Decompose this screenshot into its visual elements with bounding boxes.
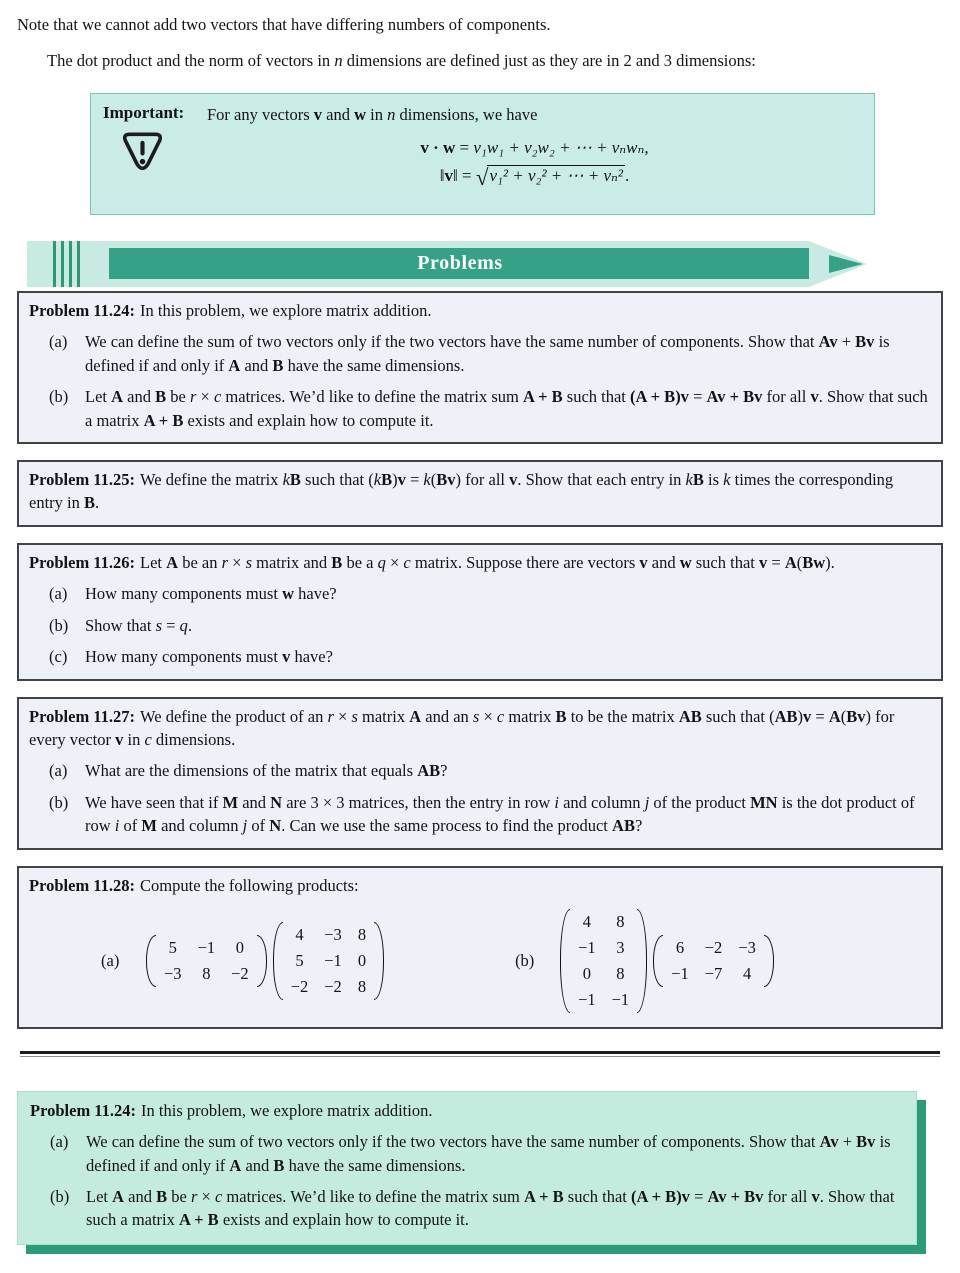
problem-number: Problem 11.25: (29, 470, 136, 490)
part-label: (b) (49, 387, 69, 407)
problem-part-b (49, 614, 931, 637)
matrix-b2: 6 −2 −3 −1 −7 4 (653, 935, 774, 987)
part-text: Let A and B be r × c matrices. We’d like to define the matrix sum A + B such that (A + B)v = Av + Bv for all v. Show that such a matrix A + B exists and explain how to compute it. (85, 387, 928, 430)
part-text: Show that s = q. (85, 615, 192, 635)
problems-banner-band (109, 248, 811, 279)
problem-number: Problem 11.27: (29, 706, 136, 726)
problem-box-11-26 (17, 543, 943, 681)
left-paren (146, 935, 156, 987)
part-text: Let A and B be r × c matrices. We’d like to define the matrix sum A + B such that (A + B)v = Av + Bv for all v. Show that such a matrix A + B exists and explain how to compute it. (86, 1187, 895, 1230)
left-paren (653, 935, 663, 987)
part-text: We have seen that if M and N are 3 × 3 matrices, then the entry in row i and column j of the product MN is the dot product of row i of M and column j of N. Can we use the same process to find the product AB? (85, 792, 915, 836)
left-paren (273, 922, 283, 1000)
problem-part-c (49, 645, 931, 668)
pencil-eraser-line (53, 241, 56, 287)
part-label: (a) (49, 332, 68, 352)
problem-intro: In this problem, we explore matrix addition. (141, 1100, 433, 1120)
right-paren (637, 909, 647, 1013)
part-label: (a) (50, 1132, 69, 1152)
section-divider (20, 1051, 940, 1057)
right-paren (374, 922, 384, 1000)
part-text: What are the dimensions of the matrix that equals AB? (85, 761, 448, 781)
problem-number: Problem 11.24: (30, 1100, 137, 1120)
problem-number: Problem 11.28: (29, 875, 136, 895)
problem-part-b (49, 791, 931, 838)
problem-box-11-25 (17, 460, 943, 527)
part-text: We can define the sum of two vectors only if the two vectors have the same number of components. Show that Av + Bv is defined if and only if A and B have the same dimensions. (86, 1132, 891, 1175)
part-label: (b) (49, 615, 69, 635)
problem-intro: Let A be an r × s matrix and B be a q × c matrix. Suppose there are vectors v and w such that v = A(Bw). (140, 552, 835, 572)
problem-title (29, 874, 931, 897)
part-text: How many components must v have? (85, 647, 333, 667)
problem-title (30, 1099, 904, 1122)
problem-number: Problem 11.26: (29, 552, 136, 572)
norm-period: . (625, 165, 630, 185)
norm-lhs: ‖v‖ = (439, 165, 476, 185)
formula-block (207, 138, 862, 191)
problem-title (29, 299, 931, 322)
problem-part-a (49, 759, 931, 782)
important-content (207, 103, 862, 198)
intro-paragraph-2: The dot product and the norm of vectors in n dimensions are defined just as they are in 2 and 3 dimensions: (47, 51, 756, 71)
dot-product-formula: v · w = v₁w₁ + v₂w₂ + ⋯ + vₙwₙ, (420, 137, 649, 157)
problem-box-11-28 (17, 866, 943, 1029)
problem-title (29, 468, 931, 515)
problem-intro: Compute the following products: (140, 875, 359, 895)
problem-title (29, 705, 931, 752)
part-label: (b) (49, 792, 69, 812)
problem-part-a (50, 1130, 904, 1177)
problem-part-a (49, 582, 931, 605)
important-lead-text: For any vectors v and w in n dimensions, we have (207, 104, 538, 124)
pencil-eraser-line (61, 241, 64, 287)
problem-intro: We define the product of an r × s matrix A and an s × c matrix B to be the matrix AB such that (AB)v = A(Bv) for every vector v in c dimensions. (29, 706, 895, 749)
matrix-a1: 5 −1 0 −3 8 −2 (146, 935, 267, 987)
problem-part-b (49, 385, 931, 432)
product-b (515, 909, 777, 1013)
left-paren (560, 909, 570, 1013)
pencil-eraser-line (77, 241, 80, 287)
problem-box-11-27 (17, 697, 943, 850)
pencil-tip-point (829, 255, 863, 273)
matrix-a2: 4 −3 8 5 −1 0 −2 −2 8 (273, 922, 384, 1000)
part-label: (c) (49, 647, 68, 667)
norm-radicand: v₁² + v₂² + ⋯ + vₙ² (489, 165, 624, 185)
part-label: (a) (101, 951, 120, 971)
problem-box-11-24 (17, 291, 943, 444)
matrix-b1: 4 8 −1 3 0 8 −1 −1 (560, 909, 647, 1013)
important-callout (90, 93, 875, 215)
product-a (101, 922, 387, 1000)
problems-banner-title: Problems (417, 251, 503, 274)
part-label: (a) (49, 584, 68, 604)
problem-intro: In this problem, we explore matrix addition. (140, 300, 432, 320)
part-text: How many components must w have? (85, 584, 337, 604)
problem-intro: We define the matrix kB such that (kB)v = k(Bv) for all v. Show that each entry in kB is k times the corresponding entry in B. (29, 470, 894, 513)
problem-title (29, 551, 931, 574)
important-label: Important: (103, 102, 185, 122)
solution-problem-box-11-24 (17, 1091, 917, 1245)
norm-formula (207, 165, 862, 191)
intro-paragraph-1: Note that we cannot add two vectors that have differing numbers of components. (17, 15, 551, 34)
sqrt-symbol: √ (475, 164, 489, 190)
part-label: (b) (50, 1187, 70, 1207)
part-label: (b) (515, 951, 535, 971)
right-paren (257, 935, 267, 987)
part-text: We can define the sum of two vectors only if the two vectors have the same number of components. Show that Av + Bv is defined if and only if A and B have the same dimensions. (85, 332, 890, 375)
part-label: (a) (49, 761, 68, 781)
right-paren (764, 935, 774, 987)
problem-part-b (50, 1185, 904, 1232)
matrix-products-row (29, 909, 931, 1013)
exclamation-icon (119, 130, 166, 175)
problem-number: Problem 11.24: (29, 300, 136, 320)
problems-banner (27, 241, 943, 287)
important-label-column (103, 103, 207, 198)
problem-part-a (49, 330, 931, 377)
pencil-eraser-line (69, 241, 72, 287)
